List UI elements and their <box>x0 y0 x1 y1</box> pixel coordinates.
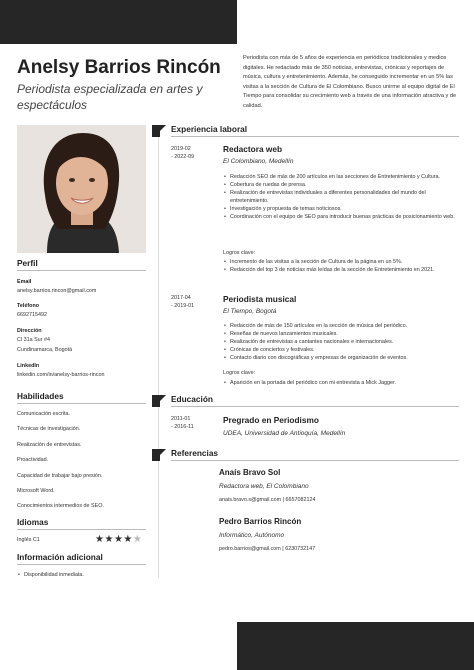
education-date-end: - 2016-11 <box>171 424 194 430</box>
job-title: Periodista musical <box>223 294 297 304</box>
linkedin-label: LinkedIn <box>17 363 40 369</box>
list-item: • Cobertura de ruedas de prensa. <box>223 181 458 189</box>
address-line-1: Cl 31a Sur #4 <box>17 337 50 343</box>
language-name: Inglés C1 <box>17 537 40 543</box>
list-item: • Disponibilidad inmediata. <box>17 571 147 579</box>
divider <box>17 403 146 404</box>
divider <box>171 406 459 407</box>
reference-name: Pedro Barrios Rincón <box>219 517 302 526</box>
address-line-2: Cundinamarca, Bogotá <box>17 347 73 353</box>
languages-heading: Idiomas <box>17 517 49 527</box>
language-rating <box>95 535 142 545</box>
list-item: • Realización de entrevistas a cantantes nacionales e internacionales. <box>223 338 458 346</box>
linkedin-value: linkedin.com/in/anelsy-barrios-rincon <box>17 372 105 378</box>
reference-role: Redactora web, El Colombiano <box>219 483 309 490</box>
list-item: • Realización de entrevistas individuales a diferentes personalidades del mundo del entretenimiento. <box>223 189 458 205</box>
divider <box>171 136 459 137</box>
profile-heading: Perfil <box>17 258 38 268</box>
skills-heading: Habilidades <box>17 391 64 401</box>
additional-info-heading: Información adicional <box>17 552 103 562</box>
list-item: • Redacción de más de 150 artículos en la sección de música del periódico. <box>223 322 458 330</box>
list-item: • Contacto diario con discográficas y empresas de organización de eventos. <box>223 354 458 362</box>
job-date-end: - 2022-09 <box>171 154 195 160</box>
job-company: El Tiempo, Bogotá <box>223 308 277 315</box>
star-empty-icon: ★ <box>132 534 143 545</box>
degree-title: Pregrado en Periodismo <box>223 415 319 425</box>
list-item: • Coordinación con el equipo de SEO para introducir buenas prácticas de posicionamiento web. <box>223 213 458 221</box>
achievements-list <box>223 379 458 387</box>
references-heading: Referencias <box>171 448 219 458</box>
star-filled-icon: ★ <box>123 534 133 545</box>
job-date-start: 2017-04 <box>171 295 191 301</box>
phone-value: 6692715492 <box>17 312 47 318</box>
list-item: • Redacción SEO de más de 200 artículos en las secciones de Entretenimiento y Cultura. <box>223 173 458 181</box>
star-filled-icon: ★ <box>95 534 105 545</box>
header-decor-bar <box>0 0 237 44</box>
candidate-name: Anelsy Barrios Rincón <box>17 57 221 78</box>
skill-item: Proactividad. <box>17 457 49 463</box>
timeline-line <box>158 128 159 578</box>
achievements-list <box>223 258 458 274</box>
address-label: Dirección <box>17 328 42 334</box>
reference-role: Informático, Autónomo <box>219 532 285 539</box>
achievements-label: Logros clave: <box>223 370 256 376</box>
list-item: • Incremento de las visitas a la sección de Cultura de la página en un 5%. <box>223 258 458 266</box>
list-item: • Reseñas de nuevos lanzamientos musicales. <box>223 330 458 338</box>
professional-summary: Periodista con más de 5 años de experiencia en periódicos tradicionales y medios digitales. He redactado más de 350 noticias, entrevistas, crónicas y reportajes de música, cultura y entretenimiento. Además, he conseguido incrementar en un 5% las visitas a la sección de Cultura de El Colombiano. Busco unirme al equipo digital de El Tiempo para consolidar su crecimiento web a través de una información atractiva y de calidad. <box>243 55 457 109</box>
divider <box>17 529 146 530</box>
skill-item: Técnicas de investigación. <box>17 426 81 432</box>
profile-photo <box>17 125 146 253</box>
reference-contact: anais.bravo.s@gmail.com | 6657082124 <box>219 497 316 503</box>
skill-item: Comunicación escrita. <box>17 411 71 417</box>
skill-item: Microsoft Word. <box>17 488 55 494</box>
section-marker-icon <box>152 125 166 137</box>
experience-heading: Experiencia laboral <box>171 124 248 134</box>
achievements-label: Logros clave: <box>223 250 256 256</box>
job-date-start: 2019-02 <box>171 146 191 152</box>
education-heading: Educación <box>171 394 213 404</box>
reference-contact: pedro.barrios@gmail.com | 6230732147 <box>219 546 316 552</box>
divider <box>17 270 146 271</box>
list-item: • Crónicas de conciertos y festivales. <box>223 346 458 354</box>
list-item: • Investigación y propuesta de temas noticiosos. <box>223 205 458 213</box>
school-name: UDEA, Universidad de Antioquía, Medellín <box>223 430 346 437</box>
job-duties-list <box>223 173 458 221</box>
additional-info-list <box>17 571 147 579</box>
phone-label: Teléfono <box>17 303 40 309</box>
star-filled-icon: ★ <box>104 534 114 545</box>
job-company: El Colombiano, Medellín <box>223 158 294 165</box>
education-date-start: 2011-01 <box>171 416 191 422</box>
job-title: Redactora web <box>223 144 283 154</box>
footer-decor-bar <box>237 622 474 670</box>
job-duties-list <box>223 322 458 362</box>
skill-item: Conocimientos intermedios de SEO. <box>17 503 104 509</box>
divider <box>171 460 459 461</box>
job-date-end: - 2019-01 <box>171 303 195 309</box>
list-item: • Redacción del top 3 de noticias más leídas de la sección de Entretenimiento en 2021. <box>223 266 458 274</box>
skill-item: Capacidad de trabajar bajo presión. <box>17 473 103 479</box>
section-marker-icon <box>152 395 166 407</box>
candidate-title: Periodista especializada en artes y espectáculos <box>17 82 203 112</box>
email-label: Email <box>17 279 32 285</box>
divider <box>17 564 146 565</box>
star-filled-icon: ★ <box>113 534 124 545</box>
section-marker-icon <box>152 449 166 461</box>
list-item: • Aparición en la portada del periódico con mi entrevista a Mick Jagger. <box>223 379 458 387</box>
email-value: anelsy.barrios.rincon@gmail.com <box>17 288 97 294</box>
reference-name: Anaís Bravo Sol <box>219 468 281 477</box>
skill-item: Realización de entrevistas. <box>17 442 82 448</box>
